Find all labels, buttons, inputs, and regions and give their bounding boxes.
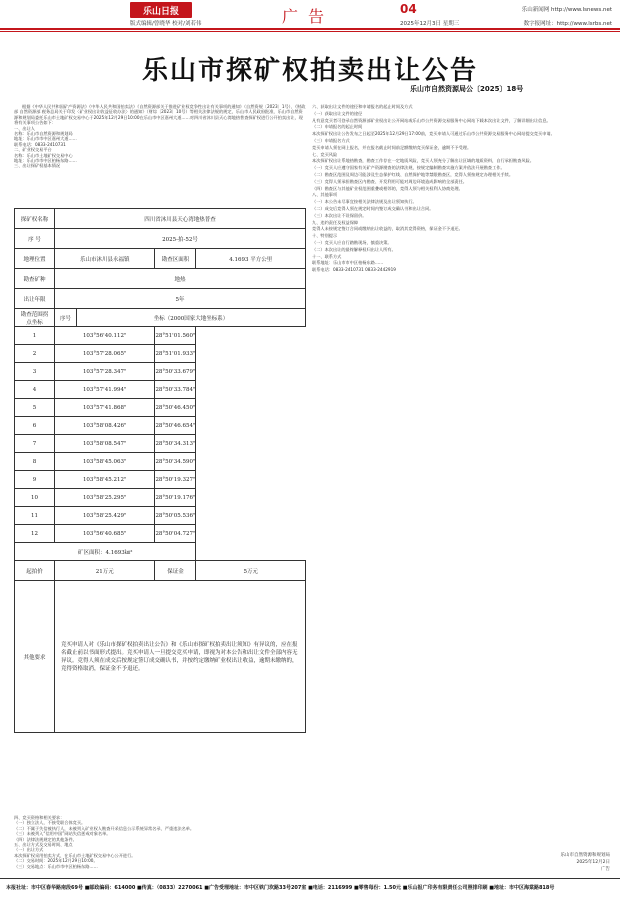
right-section-line: （二）本次出让的最终解释权归出让人所有。 — [312, 246, 396, 252]
signing-date: 2025年12月2日 — [576, 860, 610, 865]
coord-lat: 28°50'05.536" — [155, 507, 196, 525]
cell-deposit-value: 5万元 — [196, 561, 306, 581]
coord-seq: 9 — [15, 471, 55, 489]
right-section-line: 竞买申请人须在网上报名，并在报名截止时间前足额缴纳竞买保证金，逾期不予受理。 — [312, 144, 472, 150]
newspaper-logo: 乐山日报 — [130, 2, 192, 18]
coord-lat: 28°50'33.784" — [155, 381, 196, 399]
cell-term-value: 5年 — [55, 289, 306, 309]
left-tail-line: （二）交易时间：2025年12月29日10:00。 — [14, 858, 98, 864]
right-section-line: 九、违约责任及权益保障 — [312, 219, 359, 225]
coord-seq-head: 序号 — [55, 309, 77, 327]
cell-other-label: 其他要求 — [15, 581, 55, 733]
right-section-line: （一）获取出让文件的途径 — [312, 110, 363, 116]
footer-rule — [0, 878, 620, 879]
cell-name-label: 探矿权名称 — [15, 209, 55, 229]
coord-lon: 103°57'41.868" — [55, 399, 155, 417]
coord-lon: 103°58'08.547" — [55, 435, 155, 453]
coord-head: 坐标（2000国家大地坐标系） — [77, 309, 306, 327]
left-tail-line: （二）不属于失信被执行人，未被列入矿业权人勘查开采信息公示系统异常名录、严重违法名单。 — [14, 825, 195, 831]
cell-area-value: 4.1693 平方公里 — [196, 249, 306, 269]
ad-label: 广告 — [601, 867, 610, 872]
coord-row — [15, 471, 306, 489]
coord-row — [15, 363, 306, 381]
coord-row — [15, 525, 306, 543]
signing-organization: 乐山市自然资源和规划局 — [560, 853, 610, 858]
site-link[interactable]: 乐山新闻网 http://www.lsnews.net — [521, 7, 612, 13]
left-section: 联系电话：0833-2410731 — [14, 141, 66, 147]
left-tail-line: （一）独立法人，不接受联合体竞买。 — [14, 820, 86, 826]
left-section: 名称：乐山市自然资源和规划局 — [14, 131, 73, 137]
right-section-line: 竞得人未按规定签订合同或缴纳出让收益的，取消其竞得资格，保证金不予退还。 — [312, 226, 463, 232]
coord-lon: 103°56'40.112" — [55, 327, 155, 345]
cell-area-total: 矿区面积：4.1693㎞² — [15, 543, 196, 561]
right-section-line: （一）本公告未尽事宜按相关法律法规及出让须知执行。 — [312, 199, 417, 205]
coord-lat: 28°50'46.654" — [155, 417, 196, 435]
cell-term-label: 出让年限 — [15, 289, 55, 309]
coord-row — [15, 345, 306, 363]
left-section: 名称：乐山市土地矿权交易中心 — [14, 152, 73, 158]
coord-seq: 2 — [15, 345, 55, 363]
left-section: 二、矿业权交易平台 — [14, 147, 52, 153]
cell-loc-label: 地理位置 — [15, 249, 55, 269]
coord-seq: 10 — [15, 489, 55, 507]
coord-row — [15, 507, 306, 525]
right-section-line: 十、特别提示 — [312, 233, 338, 239]
left-tail-line: 四、竞买资格和相关要求： — [14, 815, 65, 820]
coord-lon: 103°57'41.994" — [55, 381, 155, 399]
footer-info: 本报社址：市中区春华路南段69号 ■邮政编码：614000 ■传真：（0833）2270061 ■广告受理地址：市中区铁门坎路33号207室 ■电话：2116999 ■零售每份：1.50元 ■乐山报广印务有限责任公司照排印刷 ■地址：市中区海棠路818号 — [6, 885, 555, 891]
editor-info: 版式编辑/曾晓华 校对/刘若伟 — [130, 21, 202, 27]
coord-row — [15, 453, 306, 471]
right-section-line: 八、其他事项 — [312, 192, 338, 198]
coord-row — [15, 417, 306, 435]
coord-lat: 28°50'04.727" — [155, 525, 196, 543]
page-header — [0, 0, 620, 30]
coord-lon: 103°58'45.212" — [55, 471, 155, 489]
cell-area-label: 勘查区面积 — [155, 249, 196, 269]
cell-deposit-label: 保证金 — [155, 561, 196, 581]
right-section-line: （一）竞买人应自行踏勘现场，慎重决策。 — [312, 239, 392, 245]
right-section-line: （一）竞买人应遵守国家有关矿产资源勘查的法律法规，按规定编制勘查实施方案并依法开展勘查工作。 — [312, 165, 505, 171]
coord-lat: 28°50'34.313" — [155, 435, 196, 453]
right-section-line: 七、竞买风险 — [312, 151, 338, 157]
coord-row — [15, 381, 306, 399]
coord-seq: 6 — [15, 417, 55, 435]
coord-seq: 7 — [15, 435, 55, 453]
section-word: 广告 — [282, 7, 335, 26]
right-section-line: （二）申请报名的起止时间 — [312, 124, 363, 130]
notice-number: 乐山市自然资源局公〔2025〕18号 — [410, 85, 524, 93]
right-section-line: （二）成交后竞得人须在规定时间内签订成交确认书和出让合同。 — [312, 205, 434, 211]
left-column-tail — [14, 815, 306, 869]
right-section-line: 六、获取出让文件的途径和申请报名的起止时间及方式 — [312, 104, 413, 109]
left-tail-line: （三）交易地点：乐山市市中区柏杨东路…… — [14, 863, 98, 869]
right-section-line: （三）本次出让不设保留价。 — [312, 212, 367, 218]
right-section-line: （四）勘查区与其他矿业权范围重叠或相邻的，竞得人须与相关权利人协商处理。 — [312, 185, 463, 191]
cell-mineral-label: 勘查矿种 — [15, 269, 55, 289]
cell-coords-label: 勘查范围拐点坐标 — [15, 309, 55, 327]
coord-lat: 28°50'19.176" — [155, 489, 196, 507]
cell-seq-label: 序 号 — [15, 229, 55, 249]
left-tail-line: 本次探矿权采用拍卖方式，在乐山市土地矿权交易中心公开进行。 — [14, 852, 136, 858]
coord-lon: 103°58'25.429" — [55, 507, 155, 525]
right-section-line: 本次探矿权出让系地热勘查，勘查工作存在一定地质风险，竞买人须充分了解出让区域的地质资料，自行承担勘查风险。 — [312, 158, 534, 164]
intro-paragraph: 根据《中华人民共和国矿产资源法》《中华人民共和国拍卖法》《自然资源部关于推进矿业权竞争性出让有关事项的通知》（自然资规〔2023〕1号）、《财政部 自然资源部 税务总局关于印发〈矿业权出让收益征收办法〉的通知》（财综〔2023〕10号）等相关法律法规的规定，乐山市人民政府批准，乐山市自然资源和规划局委托乐山市土地矿权交易中心于2025年12月29日10:00在乐山市中区嘉州大道……对四川省沐川县天心湾地热普查探矿权进行公开拍卖出让，现将有关事项公告如下： — [14, 104, 306, 126]
notice-title: 乐山市探矿权拍卖出让公告 — [141, 56, 478, 86]
coord-lon: 103°58'25.295" — [55, 489, 155, 507]
coord-seq: 5 — [15, 399, 55, 417]
page-number: 04 — [400, 2, 417, 16]
coord-seq: 3 — [15, 363, 55, 381]
right-section-line: （三）申请报名方式 — [312, 137, 350, 143]
cell-loc-value: 乐山市沐川县永福镇 — [55, 249, 155, 269]
coord-lat: 28°51'01.933" — [155, 345, 196, 363]
header-rule — [0, 28, 620, 30]
coord-lon: 103°57'28.065" — [55, 345, 155, 363]
cell-other-text: 竞买申请人对《乐山市探矿权拍卖出让公告》和《乐山市探矿权拍卖出让须知》有异议的，应在报名截止前以书面形式提出。竞买申请人一旦提交竞买申请，即视为对本公告和出让文件全部内容无异议。竞得人须在成交后按规定签订成交确认书，并按约定缴纳矿业权出让收益，逾期未缴纳的，竞得资格取消，保证金不予退还。 — [55, 581, 306, 733]
coord-row — [15, 399, 306, 417]
issue-date: 2025年12月3日 星期三 — [400, 21, 460, 27]
coord-lat: 28°50'19.327" — [155, 471, 196, 489]
coord-lon: 103°58'45.063" — [55, 453, 155, 471]
page-footer — [0, 878, 620, 901]
right-section-line: 凡有意竞买者可登录自然资源部矿业权出让公开网站或乐山市公共资源交易服务中心网站下载本次出让文件，了解详细出让信息。 — [312, 117, 551, 123]
coord-row — [15, 327, 306, 345]
coord-lat: 28°50'46.450" — [155, 399, 196, 417]
coord-lon: 103°56'40.685" — [55, 525, 155, 543]
coord-seq: 4 — [15, 381, 55, 399]
mining-right-table — [14, 208, 306, 733]
left-section: 地址：乐山市市中区嘉州大道…… — [14, 136, 77, 142]
coord-seq: 11 — [15, 507, 55, 525]
cell-start-label: 起拍价 — [15, 561, 55, 581]
header-rule-thin — [0, 31, 620, 32]
left-tail-line: （一）出让方式 — [14, 847, 44, 853]
cell-seq-value: 2025-拍-52号 — [55, 229, 306, 249]
coord-row — [15, 489, 306, 507]
cell-mineral-value: 地热 — [55, 269, 306, 289]
left-tail-line: 五、出让方式及交易时间、地点 — [14, 842, 73, 848]
right-section-line: 本次探矿权出让公告发布之日起至2025年12月29日17:00前，竞买申请人可通过乐山市公共资源交易服务中心网站提交竞买申请。 — [312, 131, 555, 137]
right-column — [312, 104, 610, 274]
coord-rows — [15, 327, 306, 543]
right-section-line: （三）竞得人须承担勘查区内勘查、开发利用可能对周边环境造成影响的全部责任。 — [312, 178, 467, 184]
coord-seq: 1 — [15, 327, 55, 345]
coord-lat: 28°50'33.679" — [155, 363, 196, 381]
right-section-line: （二）勘查区范围及周边可能涉及生态保护红线、自然保护地等禁限勘查区，竞得人须按规定办理相关手续。 — [312, 171, 514, 177]
coord-seq: 8 — [15, 453, 55, 471]
coord-seq: 12 — [15, 525, 55, 543]
left-column-intro — [14, 104, 306, 169]
right-section-line: 联系电话：0833-2410731 0833-2442919 — [312, 267, 396, 273]
left-section: 三、出让探矿权基本情况 — [14, 163, 61, 169]
left-tail-line: （四）法律法规规定的其他条件。 — [14, 836, 77, 842]
cell-name-value: 四川省沐川县天心湾地热普查 — [55, 209, 306, 229]
coord-lat: 28°50'34.590" — [155, 453, 196, 471]
left-tail-line: （三）未被列入“信用中国”网站失信惩戒对象名单。 — [14, 831, 111, 837]
left-section: 一、出让人 — [14, 125, 35, 131]
coord-lon: 103°57'28.347" — [55, 363, 155, 381]
right-section-line: 十一、联系方式 — [312, 253, 342, 259]
coord-lon: 103°58'08.426" — [55, 417, 155, 435]
left-section: 地址：乐山市市中区柏杨东路…… — [14, 158, 77, 164]
cell-start-value: 21万元 — [55, 561, 155, 581]
coord-lat: 28°51'01.560" — [155, 327, 196, 345]
digital-link[interactable]: 数字报网址：http://www.lsrbs.net — [523, 21, 612, 27]
right-section-line: 联系地址：乐山市市中区柏杨东路…… — [312, 260, 384, 266]
coord-row — [15, 435, 306, 453]
